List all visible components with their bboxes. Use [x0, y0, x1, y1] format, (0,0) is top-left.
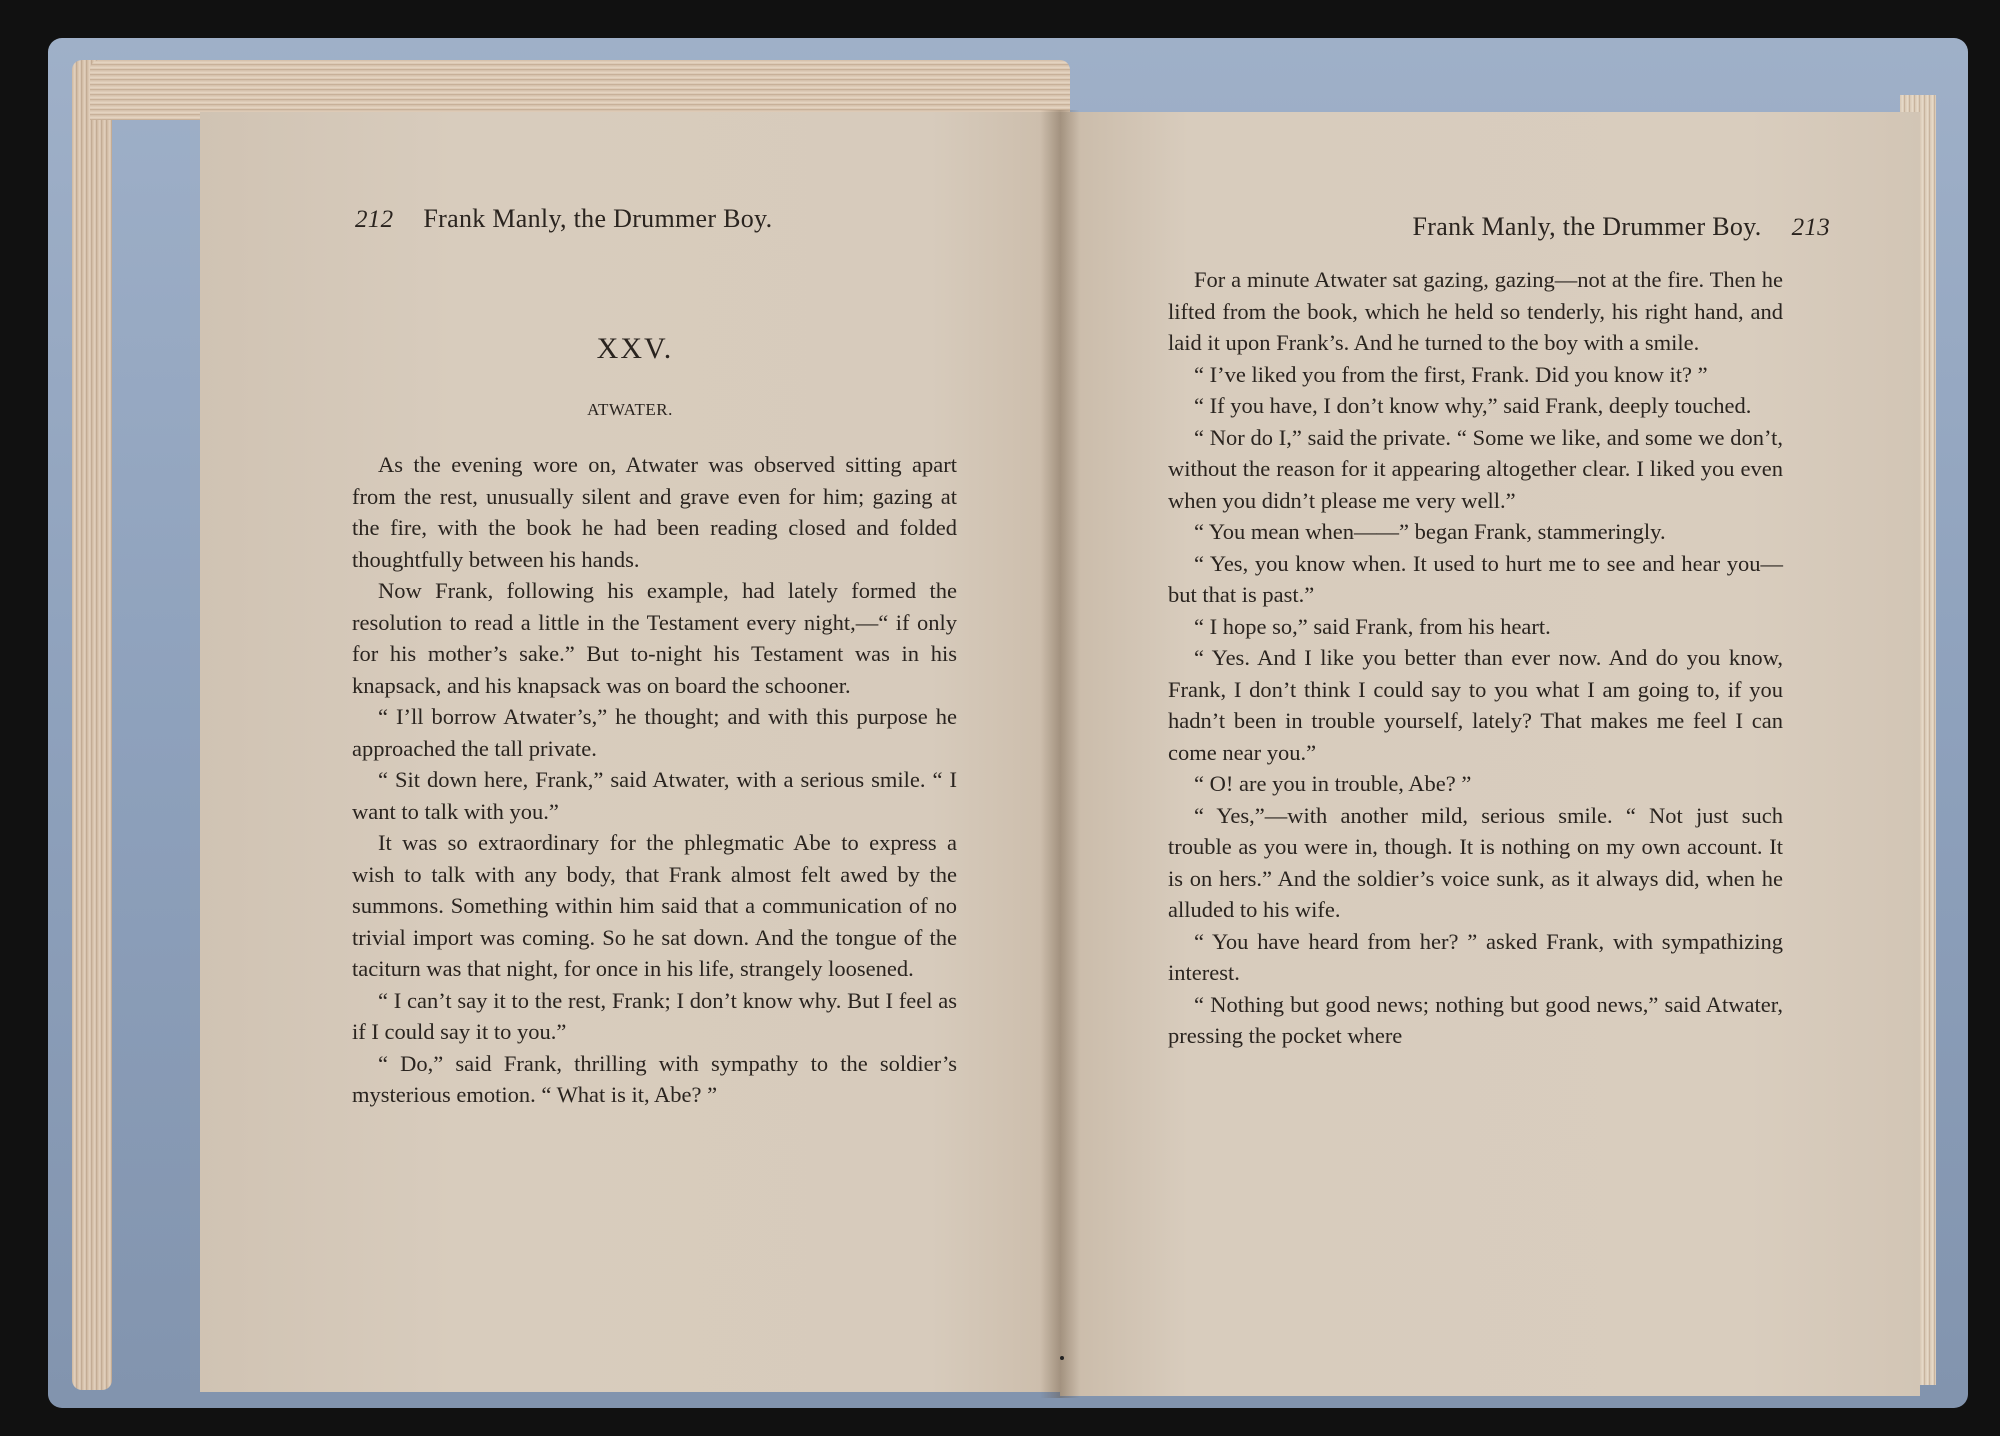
paragraph: “ Sit down here, Frank,” said Atwater, with a serious smile. “ I want to talk with you.” — [352, 767, 957, 824]
page-number: 213 — [1791, 214, 1830, 241]
paragraph: It was so extraordinary for the phlegmatic Abe to express a wish to talk with any body, that Frank almost felt awed by the summons. Something within him said that a communication of no trivial import was coming. So he sat down. And the tongue of the taciturn was that night, for once in his life, strangely loosened. — [352, 830, 957, 981]
chapter-title: ATWATER. — [587, 400, 673, 419]
book-gutter — [1040, 110, 1080, 1398]
right-page — [1060, 112, 1920, 1396]
paragraph: “ I’ve liked you from the first, Frank. Did you know it? ” — [1194, 361, 1708, 387]
right-body-text — [1168, 264, 1783, 1052]
paragraph: “ Nor do I,” said the private. “ Some we like, and some we don’t, without the reason for it appearing altogether clear. I liked you even when you didn’t please me very well.” — [1168, 424, 1783, 513]
left-running-header — [355, 204, 915, 234]
paragraph: “ I hope so,” said Frank, from his heart. — [1194, 613, 1551, 639]
page-edges-left — [72, 60, 112, 1390]
right-running-header — [1250, 212, 1830, 242]
running-title: Frank Manly, the Drummer Boy. — [1412, 212, 1762, 241]
paragraph: “ If you have, I don’t know why,” said Frank, deeply touched. — [1194, 393, 1752, 418]
paragraph: “ You mean when——” began Frank, stammeringly. — [1194, 519, 1666, 544]
paragraph: “ O! are you in trouble, Abe? ” — [1194, 771, 1472, 796]
paragraph: “ I’ll borrow Atwater’s,” he thought; and with this purpose he approached the tall private. — [352, 704, 957, 761]
paragraph: Now Frank, following his example, had lately formed the resolution to read a little in the Testament every night,—“ if only for his mother’s sake.” But to-night his Testament was in his knapsack, and his knapsack was on board the schooner. — [352, 578, 957, 698]
paragraph: “ Yes,”—with another mild, serious smile. “ Not just such trouble as you were in, though. It is nothing on my own account. It is on hers.” And the soldier’s voice sunk, as it always did, when he alluded to his wife. — [1168, 802, 1783, 922]
paragraph: “ I can’t say it to the rest, Frank; I don’t know why. But I feel as if I could say it to you.” — [352, 987, 957, 1044]
paragraph: “ You have heard from her? ” asked Frank, with sympathizing interest. — [1168, 928, 1783, 985]
paragraph: “ Yes. And I like you better than ever now. And do you know, Frank, I don’t think I could say to you what I am going to, if you hadn’t been in trouble yourself, lately? That makes me feel I can come near you.” — [1168, 645, 1783, 765]
left-body-text — [352, 449, 957, 1111]
paragraph: “ Nothing but good news; nothing but good news,” said Atwater, pressing the pocket where — [1168, 991, 1783, 1048]
paragraph: As the evening wore on, Atwater was observed sitting apart from the rest, unusually silent and grave even for him; gazing at the fire, with the book he had been reading closed and folded thoughtfully between his hands. — [352, 452, 957, 572]
running-title: Frank Manly, the Drummer Boy. — [423, 204, 773, 233]
chapter-number: XXV. — [596, 332, 674, 365]
page-number: 212 — [355, 206, 394, 233]
page-edges-top — [90, 60, 1070, 120]
paragraph: “ Do,” said Frank, thrilling with sympathy to the soldier’s mysterious emotion. “ What is it, Abe? ” — [352, 1050, 957, 1107]
page-mark — [1060, 1356, 1064, 1360]
paragraph: “ Yes, you know when. It used to hurt me to see and hear you—but that is past.” — [1168, 550, 1783, 607]
left-page — [200, 112, 1060, 1392]
paragraph: For a minute Atwater sat gazing, gazing—not at the fire. Then he lifted from the book, which he held so tenderly, his right hand, and laid it upon Frank’s. And he turned to the boy with a smile. — [1168, 267, 1783, 355]
